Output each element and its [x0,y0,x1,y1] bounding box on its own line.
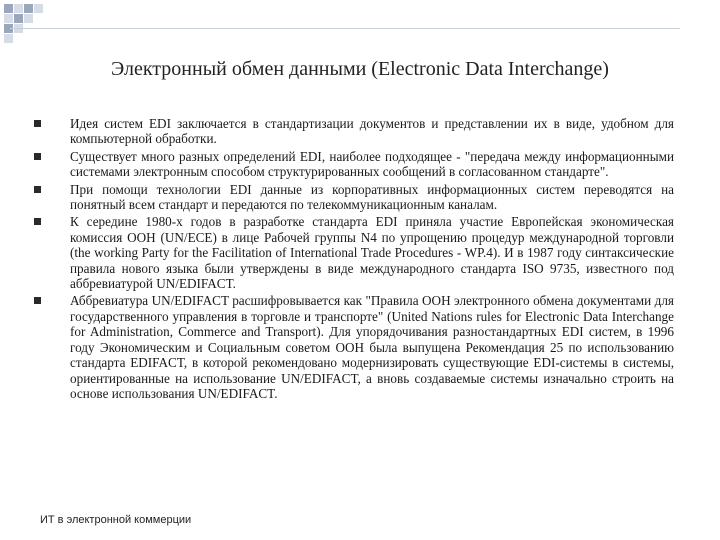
bullet-item [34,214,674,291]
bullet-item [34,116,674,147]
header-rule [10,28,680,29]
footer-text: ИТ в электронной коммерции [40,514,192,526]
bullet-item [34,149,674,180]
bullet-text: Существует много разных определений EDI, наиболее подходящее - "передача между информационными системами электронным способом структурированных сообщений в согласованном стандарте". [70,148,674,180]
slide-title: Электронный обмен данными (Electronic Data Interchange) [111,58,609,80]
square-bullet-icon [34,120,41,127]
bullet-text: К середине 1980-х годов в разработке стандарта EDI приняла участие Европейская экономическая комиссия ООН (UN/ECE) в лице Рабочей группы N4 по упрощению процедур международной торговли (the working Party for the Facilitation of International Trade Procedures - WP.4). И в 1987 году синтаксические правила нового языка были утверждены в виде международного стандарта ISO 9735, известного под аббревиатурой UN/EDIFACT. [70,214,674,292]
square-bullet-icon [34,153,41,160]
bullet-text: При помощи технологии EDI данные из корпоративных информационных систем переводятся на понятный всем стандарт и передаются по телекоммуникационным каналам. [70,181,674,213]
square-bullet-icon [34,297,41,304]
bullet-text: Аббревиатура UN/EDIFACT расшифровывается как "Правила ООН электронного обмена документами для государственного управления в торговле и транспорте" (United Nations rules for Electronic Data Interchange for Administration, Commerce and Transport). Для упорядочивания разностандартных EDI систем, в 1996 году Экономическим и Социальным советом ООН была выпущена Рекомендация 25 по использованию стандарта EDIFACT, в которой рекомендовано модернизировать существующие EDI-системы в системы, ориентированные на использование UN/EDIFACT, а вновь создаваемые системы изначально строить на основе использования UN/EDIFACT. [70,293,674,401]
square-bullet-icon [34,186,41,193]
bullet-text: Идея систем EDI заключается в стандартизации документов и представлении их в виде, удобном для компьютерной обработки. [70,116,674,147]
square-bullet-icon [34,218,41,225]
bullet-list [34,116,674,403]
bullet-item [34,182,674,213]
corner-decoration [0,0,60,60]
bullet-item [34,293,674,401]
